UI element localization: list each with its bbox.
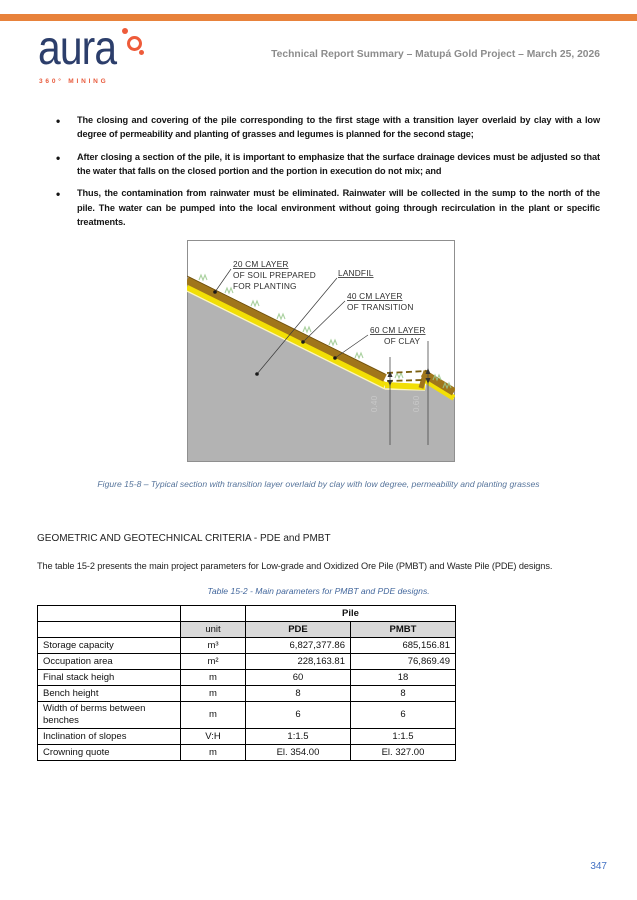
row-pmbt-value: El. 327.00 xyxy=(351,745,456,761)
page-content xyxy=(37,113,600,761)
row-unit: m³ xyxy=(181,638,246,654)
row-label: Final stack heigh xyxy=(38,670,181,686)
aura-logo xyxy=(38,22,208,90)
logo-tiny-dot-icon xyxy=(139,50,144,55)
table-row xyxy=(38,729,456,745)
row-pmbt-value: 8 xyxy=(351,686,456,702)
logo-tagline: 360° MINING xyxy=(39,78,109,85)
row-label: Inclination of slopes xyxy=(38,729,181,745)
row-unit: m xyxy=(181,745,246,761)
table-row xyxy=(38,702,456,729)
figure-caption: Figure 15-8 – Typical section with transition layer overlaid by clay with low degree, permeability and planting grasses xyxy=(97,479,540,490)
clay-label-line1: 60 CM LAYER xyxy=(370,325,426,336)
row-unit: m² xyxy=(181,654,246,670)
table-row xyxy=(38,638,456,654)
table-row xyxy=(38,745,456,761)
pile-group-header: Pile xyxy=(246,606,456,622)
row-label: Width of berms between benches xyxy=(38,702,181,729)
transition-label-line1: 40 CM LAYER xyxy=(347,291,403,302)
landfill-label: LANDFIL xyxy=(338,268,374,279)
soil-label-line2: OF SOIL PREPARED xyxy=(233,270,316,281)
logo-dot-icon xyxy=(122,28,128,34)
figure-15-8-diagram xyxy=(187,240,455,462)
row-unit: m xyxy=(181,686,246,702)
table-row xyxy=(38,654,456,670)
row-pde-value: 8 xyxy=(246,686,351,702)
row-pmbt-value: 76,869.49 xyxy=(351,654,456,670)
row-label: Crowning quote xyxy=(38,745,181,761)
section-heading: GEOMETRIC AND GEOTECHNICAL CRITERIA - PDE and PMBT xyxy=(37,533,331,545)
table-column-header-row xyxy=(38,622,456,638)
soil-label-line1: 20 CM LAYER xyxy=(233,259,289,270)
col-header-pmbt: PMBT xyxy=(351,622,456,638)
row-unit: V:H xyxy=(181,729,246,745)
row-label: Occupation area xyxy=(38,654,181,670)
bullet-item: • After closing a section of the pile, it is important to emphasize that the surface drainage devices must be adjusted so that the water that falls on the closed portion and the portion in execution do not mix; and xyxy=(37,150,600,179)
cross-section-diagram xyxy=(187,240,455,462)
header-accent-bar xyxy=(0,14,637,21)
bullet-item: • Thus, the contamination from rainwater must be eliminated. Rainwater will be collected in the sump to the north of the pile. The water can be pumped into the local environment without going through recirculation in the plant or specific treatments. xyxy=(37,186,600,229)
table-row xyxy=(38,670,456,686)
logo-wordmark: aura xyxy=(38,22,117,75)
section-intro-paragraph: The table 15-2 presents the main project parameters for Low-grade and Oxidized Ore Pile (PMBT) and Waste Pile (PDE) designs. xyxy=(37,561,553,572)
soil-label-line3: FOR PLANTING xyxy=(233,281,297,292)
row-label: Bench height xyxy=(38,686,181,702)
report-header-title: Technical Report Summary – Matupá Gold Project – March 25, 2026 xyxy=(271,49,600,60)
row-pde-value: 228,163.81 xyxy=(246,654,351,670)
bullet-list xyxy=(37,113,600,229)
row-unit: m xyxy=(181,670,246,686)
row-pmbt-value: 18 xyxy=(351,670,456,686)
row-pde-value: 6,827,377.86 xyxy=(246,638,351,654)
logo-ring-icon xyxy=(127,36,142,51)
bullet-item: • The closing and covering of the pile corresponding to the first stage with a transition layer overlaid by clay with a low degree of permeability and planting of grasses and legumes is planned for the second stage; xyxy=(37,113,600,142)
col-header-unit: unit xyxy=(181,622,246,638)
row-pmbt-value: 685,156.81 xyxy=(351,638,456,654)
row-label: Storage capacity xyxy=(38,638,181,654)
row-pmbt-value: 6 xyxy=(351,702,456,729)
row-pde-value: 60 xyxy=(246,670,351,686)
dim-label-040: 0.40 xyxy=(369,396,379,413)
row-pde-value: El. 354.00 xyxy=(246,745,351,761)
row-pde-value: 6 xyxy=(246,702,351,729)
parameters-table xyxy=(37,605,456,761)
col-header-pde: PDE xyxy=(246,622,351,638)
row-pde-value: 1:1.5 xyxy=(246,729,351,745)
transition-label-line2: OF TRANSITION xyxy=(347,302,414,313)
table-caption: Table 15-2 - Main parameters for PMBT and PDE designs. xyxy=(207,586,430,597)
table-row xyxy=(38,686,456,702)
dim-label-060: 0.60 xyxy=(411,396,421,413)
row-unit: m xyxy=(181,702,246,729)
table-group-header-row xyxy=(38,606,456,622)
row-pmbt-value: 1:1.5 xyxy=(351,729,456,745)
clay-label-line2: OF CLAY xyxy=(384,336,421,347)
page-number: 347 xyxy=(590,861,607,872)
